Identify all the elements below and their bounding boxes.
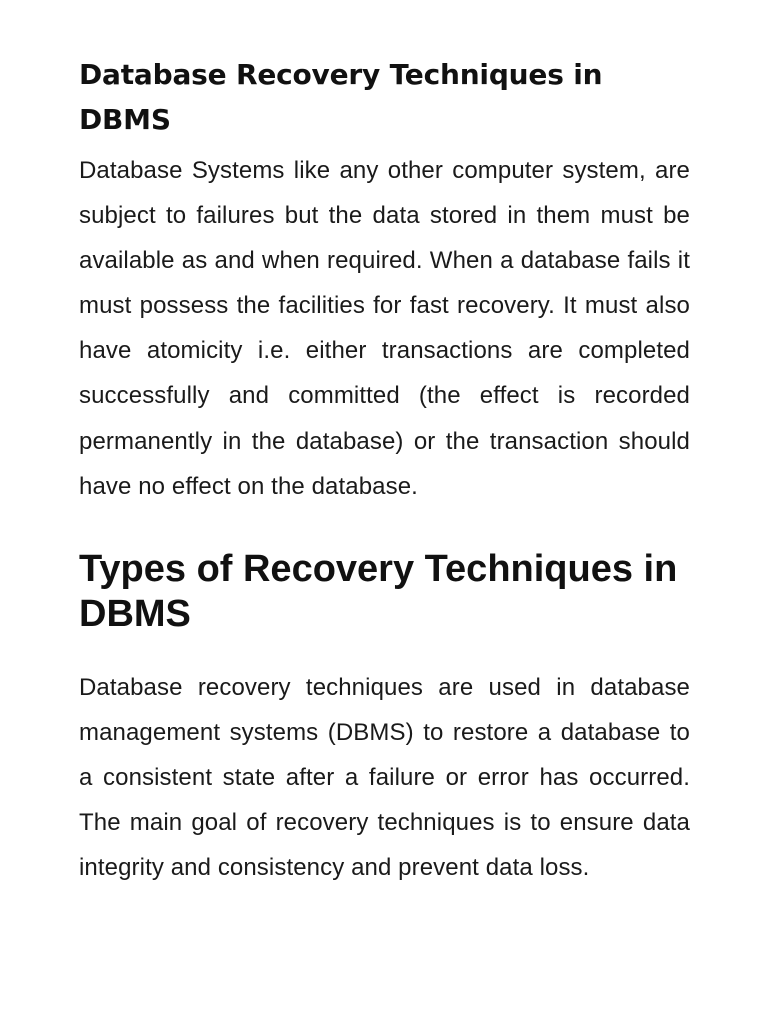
section-heading: Types of Recovery Techniques in DBMS (79, 547, 678, 635)
article-content (79, 52, 690, 890)
article-heading: Database Recovery Techniques in DBMS (79, 58, 603, 136)
intro-paragraph: Database Systems like any other computer system, are subject to failures but the data stored in them must be available as and when required. When a database fails it must possess the facilities for fast recovery. It must also have atomicity i.e. either transactions are completed successfully and committed (the effect is recorded permanently in the database) or the transaction should have no effect on the database. (79, 157, 690, 500)
section-paragraph: Database recovery techniques are used in database management systems (DBMS) to restore a database to a consistent state after a failure or error has occurred. The main goal of recovery techniques is to ensure data integrity and consistency and prevent data loss. (79, 673, 690, 882)
